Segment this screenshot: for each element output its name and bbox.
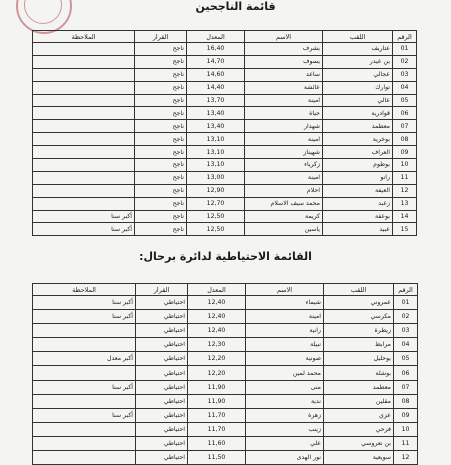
table-row xyxy=(33,94,417,107)
cell-note: أكبر معدل xyxy=(33,352,136,366)
cell-surname: زعبد xyxy=(323,197,393,210)
table-row xyxy=(33,352,418,366)
cell-average: 12,40 xyxy=(188,310,246,324)
cell-decision: ناجح xyxy=(135,68,187,81)
table-row xyxy=(33,120,417,133)
cell-surname: مكرسي xyxy=(324,310,394,324)
cell-surname: بن نعروسي xyxy=(324,436,394,450)
cell-name: شهدار xyxy=(245,120,323,133)
table-row xyxy=(33,146,417,159)
cell-average: 12,40 xyxy=(188,296,246,310)
cell-name: زهرة xyxy=(246,408,324,422)
cell-average: 13,10 xyxy=(187,133,245,146)
cell-decision: ناجح xyxy=(135,107,187,120)
cell-name: كريمة xyxy=(245,210,323,223)
cell-name: رانية xyxy=(246,324,324,338)
table-row xyxy=(33,380,418,394)
cell-num: 08 xyxy=(393,133,417,146)
cell-decision: احتياطي xyxy=(136,366,188,380)
table-header-row xyxy=(33,284,418,296)
table-row xyxy=(33,338,418,352)
cell-name: امينة xyxy=(245,133,323,146)
cell-surname: بن عيدر xyxy=(323,55,393,68)
header-decision: القرار xyxy=(135,31,187,43)
cell-name: علي xyxy=(246,436,324,450)
cell-num: 14 xyxy=(393,210,417,223)
cell-average: 11,90 xyxy=(188,380,246,394)
cell-average: 14,70 xyxy=(187,55,245,68)
cell-note xyxy=(33,451,136,465)
header-note: الملاحظة xyxy=(33,31,135,43)
table-row xyxy=(33,324,418,338)
cell-note xyxy=(33,107,135,120)
cell-decision: احتياطي xyxy=(136,394,188,408)
cell-average: 13,10 xyxy=(187,159,245,172)
cell-decision: احتياطي xyxy=(136,310,188,324)
cell-decision: احتياطي xyxy=(136,451,188,465)
cell-note xyxy=(33,324,136,338)
cell-name: يسوف xyxy=(245,55,323,68)
cell-note xyxy=(33,422,136,436)
cell-note: أكبر سنا xyxy=(33,296,136,310)
cell-num: 05 xyxy=(394,352,418,366)
table-row xyxy=(33,133,417,146)
cell-note xyxy=(33,133,135,146)
cell-surname: عجالي xyxy=(323,68,393,81)
cell-decision: احتياطي xyxy=(136,436,188,450)
cell-surname: عالي xyxy=(323,94,393,107)
cell-decision: احتياطي xyxy=(136,296,188,310)
cell-surname: عزي xyxy=(324,408,394,422)
cell-name: محمد لمين xyxy=(246,366,324,380)
cell-num: 10 xyxy=(393,159,417,172)
cell-decision: احتياطي xyxy=(136,408,188,422)
cell-decision: ناجح xyxy=(135,197,187,210)
cell-name: ياسين xyxy=(245,223,323,236)
table-row xyxy=(33,408,418,422)
cell-average: 11,90 xyxy=(188,394,246,408)
cell-surname: بوطوم xyxy=(323,159,393,172)
cell-average: 11,70 xyxy=(188,422,246,436)
cell-decision: ناجح xyxy=(135,55,187,68)
cell-note xyxy=(33,68,135,81)
header-num: الرقم xyxy=(393,31,417,43)
cell-average: 14,40 xyxy=(187,81,245,94)
cell-decision: احتياطي xyxy=(136,352,188,366)
cell-note xyxy=(33,55,135,68)
cell-average: 11,50 xyxy=(188,451,246,465)
cell-note: أكبر سنا xyxy=(33,310,136,324)
cell-name: نور الهدى xyxy=(246,451,324,465)
cell-surname: رانو xyxy=(323,171,393,184)
cell-note xyxy=(33,146,135,159)
cell-note xyxy=(33,436,136,450)
cell-surname: سويعية xyxy=(324,451,394,465)
header-average: المعدل xyxy=(188,284,246,296)
cell-average: 12,20 xyxy=(188,352,246,366)
table-row xyxy=(33,422,418,436)
cell-surname: فرحي xyxy=(324,422,394,436)
cell-decision: ناجح xyxy=(135,146,187,159)
cell-note xyxy=(33,81,135,94)
cell-name: ندية xyxy=(246,394,324,408)
cell-average: 12,50 xyxy=(187,223,245,236)
cell-name: احلام xyxy=(245,184,323,197)
table-row xyxy=(33,223,417,236)
cell-num: 12 xyxy=(394,451,418,465)
cell-num: 11 xyxy=(394,436,418,450)
table-row xyxy=(33,171,417,184)
cell-num: 09 xyxy=(393,146,417,159)
cell-decision: ناجح xyxy=(135,210,187,223)
cell-surname: العيفة xyxy=(323,184,393,197)
cell-num: 01 xyxy=(394,296,418,310)
cell-name: منى xyxy=(246,380,324,394)
cell-name: صونية xyxy=(246,352,324,366)
reserve-list-table xyxy=(32,283,418,465)
cell-num: 03 xyxy=(393,68,417,81)
cell-note xyxy=(33,120,135,133)
table-row xyxy=(33,81,417,94)
cell-num: 13 xyxy=(393,197,417,210)
cell-average: 12,30 xyxy=(188,338,246,352)
cell-note: أكبر سنا xyxy=(33,210,135,223)
cell-name: محمد سيف الاسلام xyxy=(245,197,323,210)
cell-average: 13,40 xyxy=(187,107,245,120)
cell-note xyxy=(33,94,135,107)
cell-average: 13,10 xyxy=(187,146,245,159)
table-row xyxy=(33,436,418,450)
table-row xyxy=(33,366,418,380)
cell-num: 12 xyxy=(393,184,417,197)
cell-name: بشرف xyxy=(245,43,323,56)
cell-name: امينة xyxy=(245,171,323,184)
cell-name: شهيناز xyxy=(245,146,323,159)
cell-surname: بوعقة xyxy=(323,210,393,223)
cell-name: زكرياء xyxy=(245,159,323,172)
cell-name: ساعد xyxy=(245,68,323,81)
cell-note xyxy=(33,171,135,184)
cell-decision: احتياطي xyxy=(136,324,188,338)
cell-note xyxy=(33,338,136,352)
cell-num: 04 xyxy=(394,338,418,352)
cell-num: 03 xyxy=(394,324,418,338)
cell-decision: ناجح xyxy=(135,43,187,56)
cell-num: 06 xyxy=(393,107,417,120)
cell-name: زينب xyxy=(246,422,324,436)
cell-decision: ناجح xyxy=(135,171,187,184)
cell-surname: بوشلة xyxy=(324,366,394,380)
cell-decision: احتياطي xyxy=(136,422,188,436)
cell-name: امينة xyxy=(246,310,324,324)
cell-decision: ناجح xyxy=(135,120,187,133)
cell-average: 12,40 xyxy=(188,324,246,338)
cell-surname: مرابط xyxy=(324,338,394,352)
cell-note: أكبر سنا xyxy=(33,380,136,394)
cell-num: 04 xyxy=(393,81,417,94)
cell-average: 13,40 xyxy=(187,120,245,133)
cell-average: 13,00 xyxy=(187,171,245,184)
cell-surname: زيطرة xyxy=(324,324,394,338)
cell-num: 06 xyxy=(394,366,418,380)
cell-average: 14,60 xyxy=(187,68,245,81)
table-row xyxy=(33,210,417,223)
cell-surname: توارك xyxy=(323,81,393,94)
passed-list-table xyxy=(32,30,417,236)
header-average: المعدل xyxy=(187,31,245,43)
cell-decision: ناجح xyxy=(135,133,187,146)
cell-decision: ناجح xyxy=(135,184,187,197)
cell-surname: العراف xyxy=(323,146,393,159)
cell-decision: ناجح xyxy=(135,159,187,172)
cell-average: 12,90 xyxy=(187,184,245,197)
cell-surname: معطمد xyxy=(323,120,393,133)
reserve-list-title: القائمة الاحتياطية لدائرة برحال: xyxy=(139,250,312,263)
cell-decision: ناجح xyxy=(135,94,187,107)
table-row xyxy=(33,43,417,56)
cell-average: 11,60 xyxy=(188,436,246,450)
cell-average: 12,50 xyxy=(187,210,245,223)
table-row xyxy=(33,451,418,465)
header-surname: اللقب xyxy=(324,284,394,296)
cell-note xyxy=(33,43,135,56)
header-name: الاسم xyxy=(245,31,323,43)
cell-note: أكبر سنا xyxy=(33,223,135,236)
cell-surname: قوادرية xyxy=(323,107,393,120)
table-row xyxy=(33,159,417,172)
cell-note xyxy=(33,366,136,380)
cell-note: أكبر سنا xyxy=(33,408,136,422)
cell-num: 07 xyxy=(394,380,418,394)
cell-num: 07 xyxy=(393,120,417,133)
header-note: الملاحظة xyxy=(33,284,136,296)
cell-surname: عمروني xyxy=(324,296,394,310)
cell-note xyxy=(33,197,135,210)
header-surname: اللقب xyxy=(323,31,393,43)
cell-note xyxy=(33,184,135,197)
cell-decision: ناجح xyxy=(135,223,187,236)
cell-average: 12,70 xyxy=(187,197,245,210)
cell-name: نبيلة xyxy=(246,338,324,352)
cell-note xyxy=(33,159,135,172)
passed-list-title: قائمة الناجحين xyxy=(195,0,276,13)
cell-surname: بوخرية xyxy=(323,133,393,146)
header-decision: القرار xyxy=(136,284,188,296)
cell-num: 15 xyxy=(393,223,417,236)
cell-surname: معطمد xyxy=(324,380,394,394)
table-row xyxy=(33,107,417,120)
table-row xyxy=(33,68,417,81)
cell-average: 12,20 xyxy=(188,366,246,380)
cell-note xyxy=(33,394,136,408)
cell-num: 10 xyxy=(394,422,418,436)
header-num: الرقم xyxy=(394,284,418,296)
cell-average: 16,40 xyxy=(187,43,245,56)
cell-surname: عبيد xyxy=(323,223,393,236)
cell-name: امينة xyxy=(245,94,323,107)
cell-decision: احتياطي xyxy=(136,338,188,352)
cell-num: 05 xyxy=(393,94,417,107)
cell-decision: احتياطي xyxy=(136,380,188,394)
cell-decision: ناجح xyxy=(135,81,187,94)
cell-surname: عتاريف xyxy=(323,43,393,56)
cell-num: 01 xyxy=(393,43,417,56)
cell-num: 09 xyxy=(394,408,418,422)
cell-average: 13,70 xyxy=(187,94,245,107)
table-row xyxy=(33,197,417,210)
cell-name: عائشة xyxy=(245,81,323,94)
table-row xyxy=(33,55,417,68)
table-row xyxy=(33,296,418,310)
table-header-row xyxy=(33,31,417,43)
table-row xyxy=(33,184,417,197)
table-row xyxy=(33,394,418,408)
cell-surname: بوحليل xyxy=(324,352,394,366)
cell-num: 08 xyxy=(394,394,418,408)
cell-surname: مقلين xyxy=(324,394,394,408)
table-row xyxy=(33,310,418,324)
cell-name: شيماء xyxy=(246,296,324,310)
cell-name: حياة xyxy=(245,107,323,120)
cell-num: 02 xyxy=(394,310,418,324)
cell-num: 02 xyxy=(393,55,417,68)
header-name: الاسم xyxy=(246,284,324,296)
cell-num: 11 xyxy=(393,171,417,184)
cell-average: 11,70 xyxy=(188,408,246,422)
